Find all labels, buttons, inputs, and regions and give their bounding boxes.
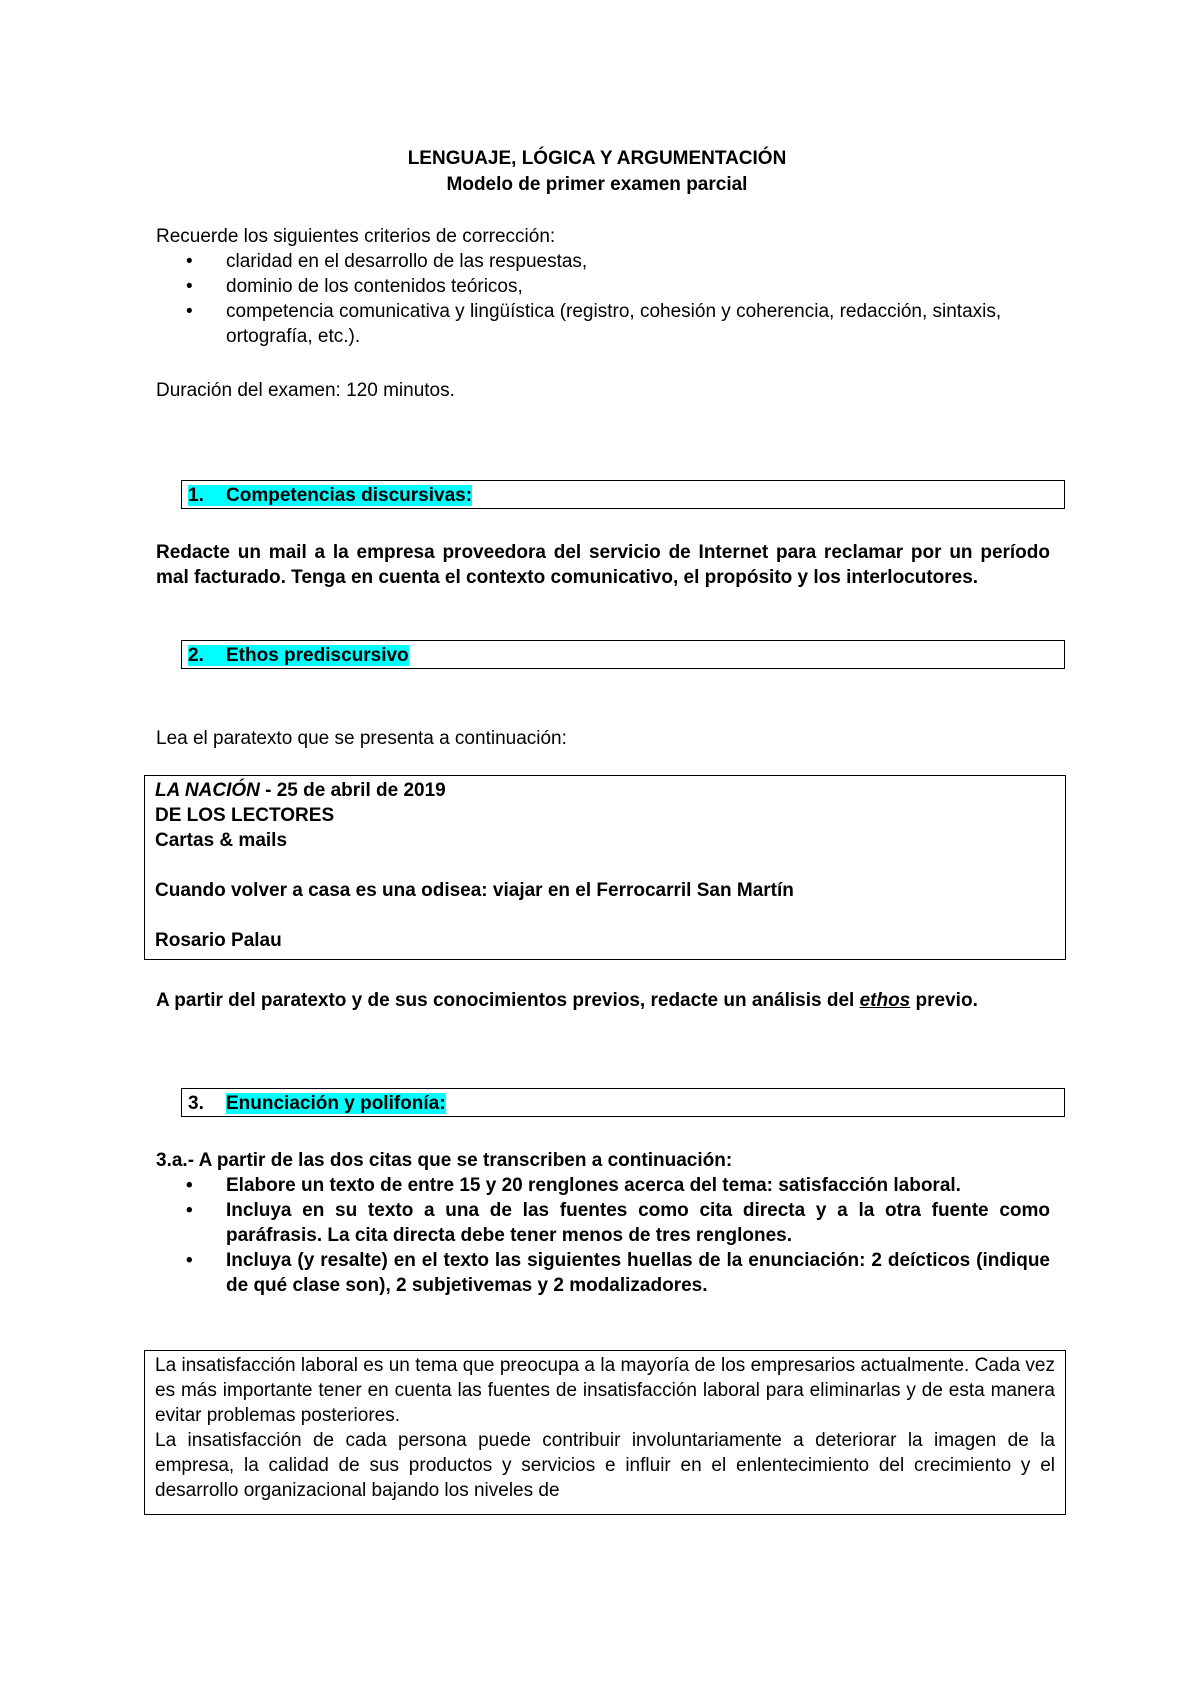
section-title: Competencias discursivas: [226, 485, 473, 506]
criteria-intro: Recuerde los siguientes criterios de corrección: [156, 226, 556, 247]
section-number: 2. [188, 645, 204, 666]
paratext-date: - 25 de abril de 2019 [259, 780, 446, 801]
section-3-header [181, 1088, 1065, 1117]
bullet-icon: • [186, 276, 193, 297]
document-subtitle: Modelo de primer examen parcial [446, 174, 748, 195]
section-2-prompt: A partir del paratexto y de sus conocimientos previos, redacte un análisis del ethos previo. [156, 990, 978, 1011]
paratext-headline: Cuando volver a casa es una odisea: viajar en el Ferrocarril San Martín [155, 880, 794, 901]
bullet-icon: • [186, 1175, 193, 1196]
quote-box [144, 1350, 1066, 1515]
list-item: • competencia comunicativa y lingüística (registro, cohesión y coherencia, redacción, sintaxis, ortografía, etc.). [186, 301, 1002, 347]
bullet-icon: • [186, 301, 193, 322]
section-number: 3. [188, 1093, 204, 1114]
list-item: • claridad en el desarrollo de las respuestas, [186, 251, 588, 272]
paratext-author: Rosario Palau [155, 930, 282, 951]
quote-paragraph: La insatisfacción laboral es un tema que preocupa a la mayoría de los empresarios actualmente. Cada vez es más importante tener en cuenta las fuentes de insatisfacción laboral para eliminarlas y de esta manera evitar problemas posteriores. [155, 1355, 1055, 1426]
section-2-header [181, 640, 1065, 669]
section-3-instructions [156, 1173, 1050, 1298]
ethos-term: ethos [859, 990, 911, 1011]
document-title: LENGUAJE, LÓGICA Y ARGUMENTACIÓN [407, 148, 787, 169]
exam-duration: Duración del examen: 120 minutos. [156, 380, 455, 401]
list-item: • Incluya (y resalte) en el texto las siguientes huellas de la enunciación: 2 deícticos (indique de qué clase son), 2 subjetivemas y 2 modalizadores. [186, 1250, 1050, 1296]
section-title: Enunciación y polifonía: [226, 1093, 446, 1114]
section-1-prompt: Redacte un mail a la empresa proveedora del servicio de Internet para reclamar por un período mal facturado. Tenga en cuenta el contexto comunicativo, el propósito y los interlocutores. [156, 542, 1050, 588]
section-1-header [181, 480, 1065, 509]
bullet-icon: • [186, 1250, 193, 1271]
quote-box-bottom-border [145, 1514, 1065, 1515]
paratext-source: LA NACIÓN [155, 780, 260, 801]
section-2-intro: Lea el paratexto que se presenta a continuación: [156, 728, 567, 749]
list-item: • Elabore un texto de entre 15 y 20 renglones acerca del tema: satisfacción laboral. [186, 1175, 961, 1196]
paratext-box [144, 775, 1066, 960]
paratext-subsection: Cartas & mails [155, 830, 288, 851]
bullet-icon: • [186, 251, 193, 272]
criteria-list [156, 249, 1061, 349]
section-3-lead: 3.a.- A partir de las dos citas que se transcriben a continuación: [156, 1150, 733, 1171]
list-item: • dominio de los contenidos teóricos, [186, 276, 523, 297]
section-number: 1. [188, 485, 204, 506]
bullet-icon: • [186, 1200, 193, 1221]
list-item: • Incluya en su texto a una de las fuentes como cita directa y a la otra fuente como paráfrasis. La cita directa debe tener menos de tres renglones. [186, 1200, 1050, 1246]
paratext-section: DE LOS LECTORES [155, 805, 335, 826]
section-title: Ethos prediscursivo [226, 645, 409, 666]
quote-paragraph: La insatisfacción de cada persona puede contribuir involuntariamente a deteriorar la imagen de la empresa, la calidad de sus productos y servicios e influir en el enlentecimiento del crecimiento y el desarrollo organizacional bajando los niveles de [155, 1430, 1055, 1501]
